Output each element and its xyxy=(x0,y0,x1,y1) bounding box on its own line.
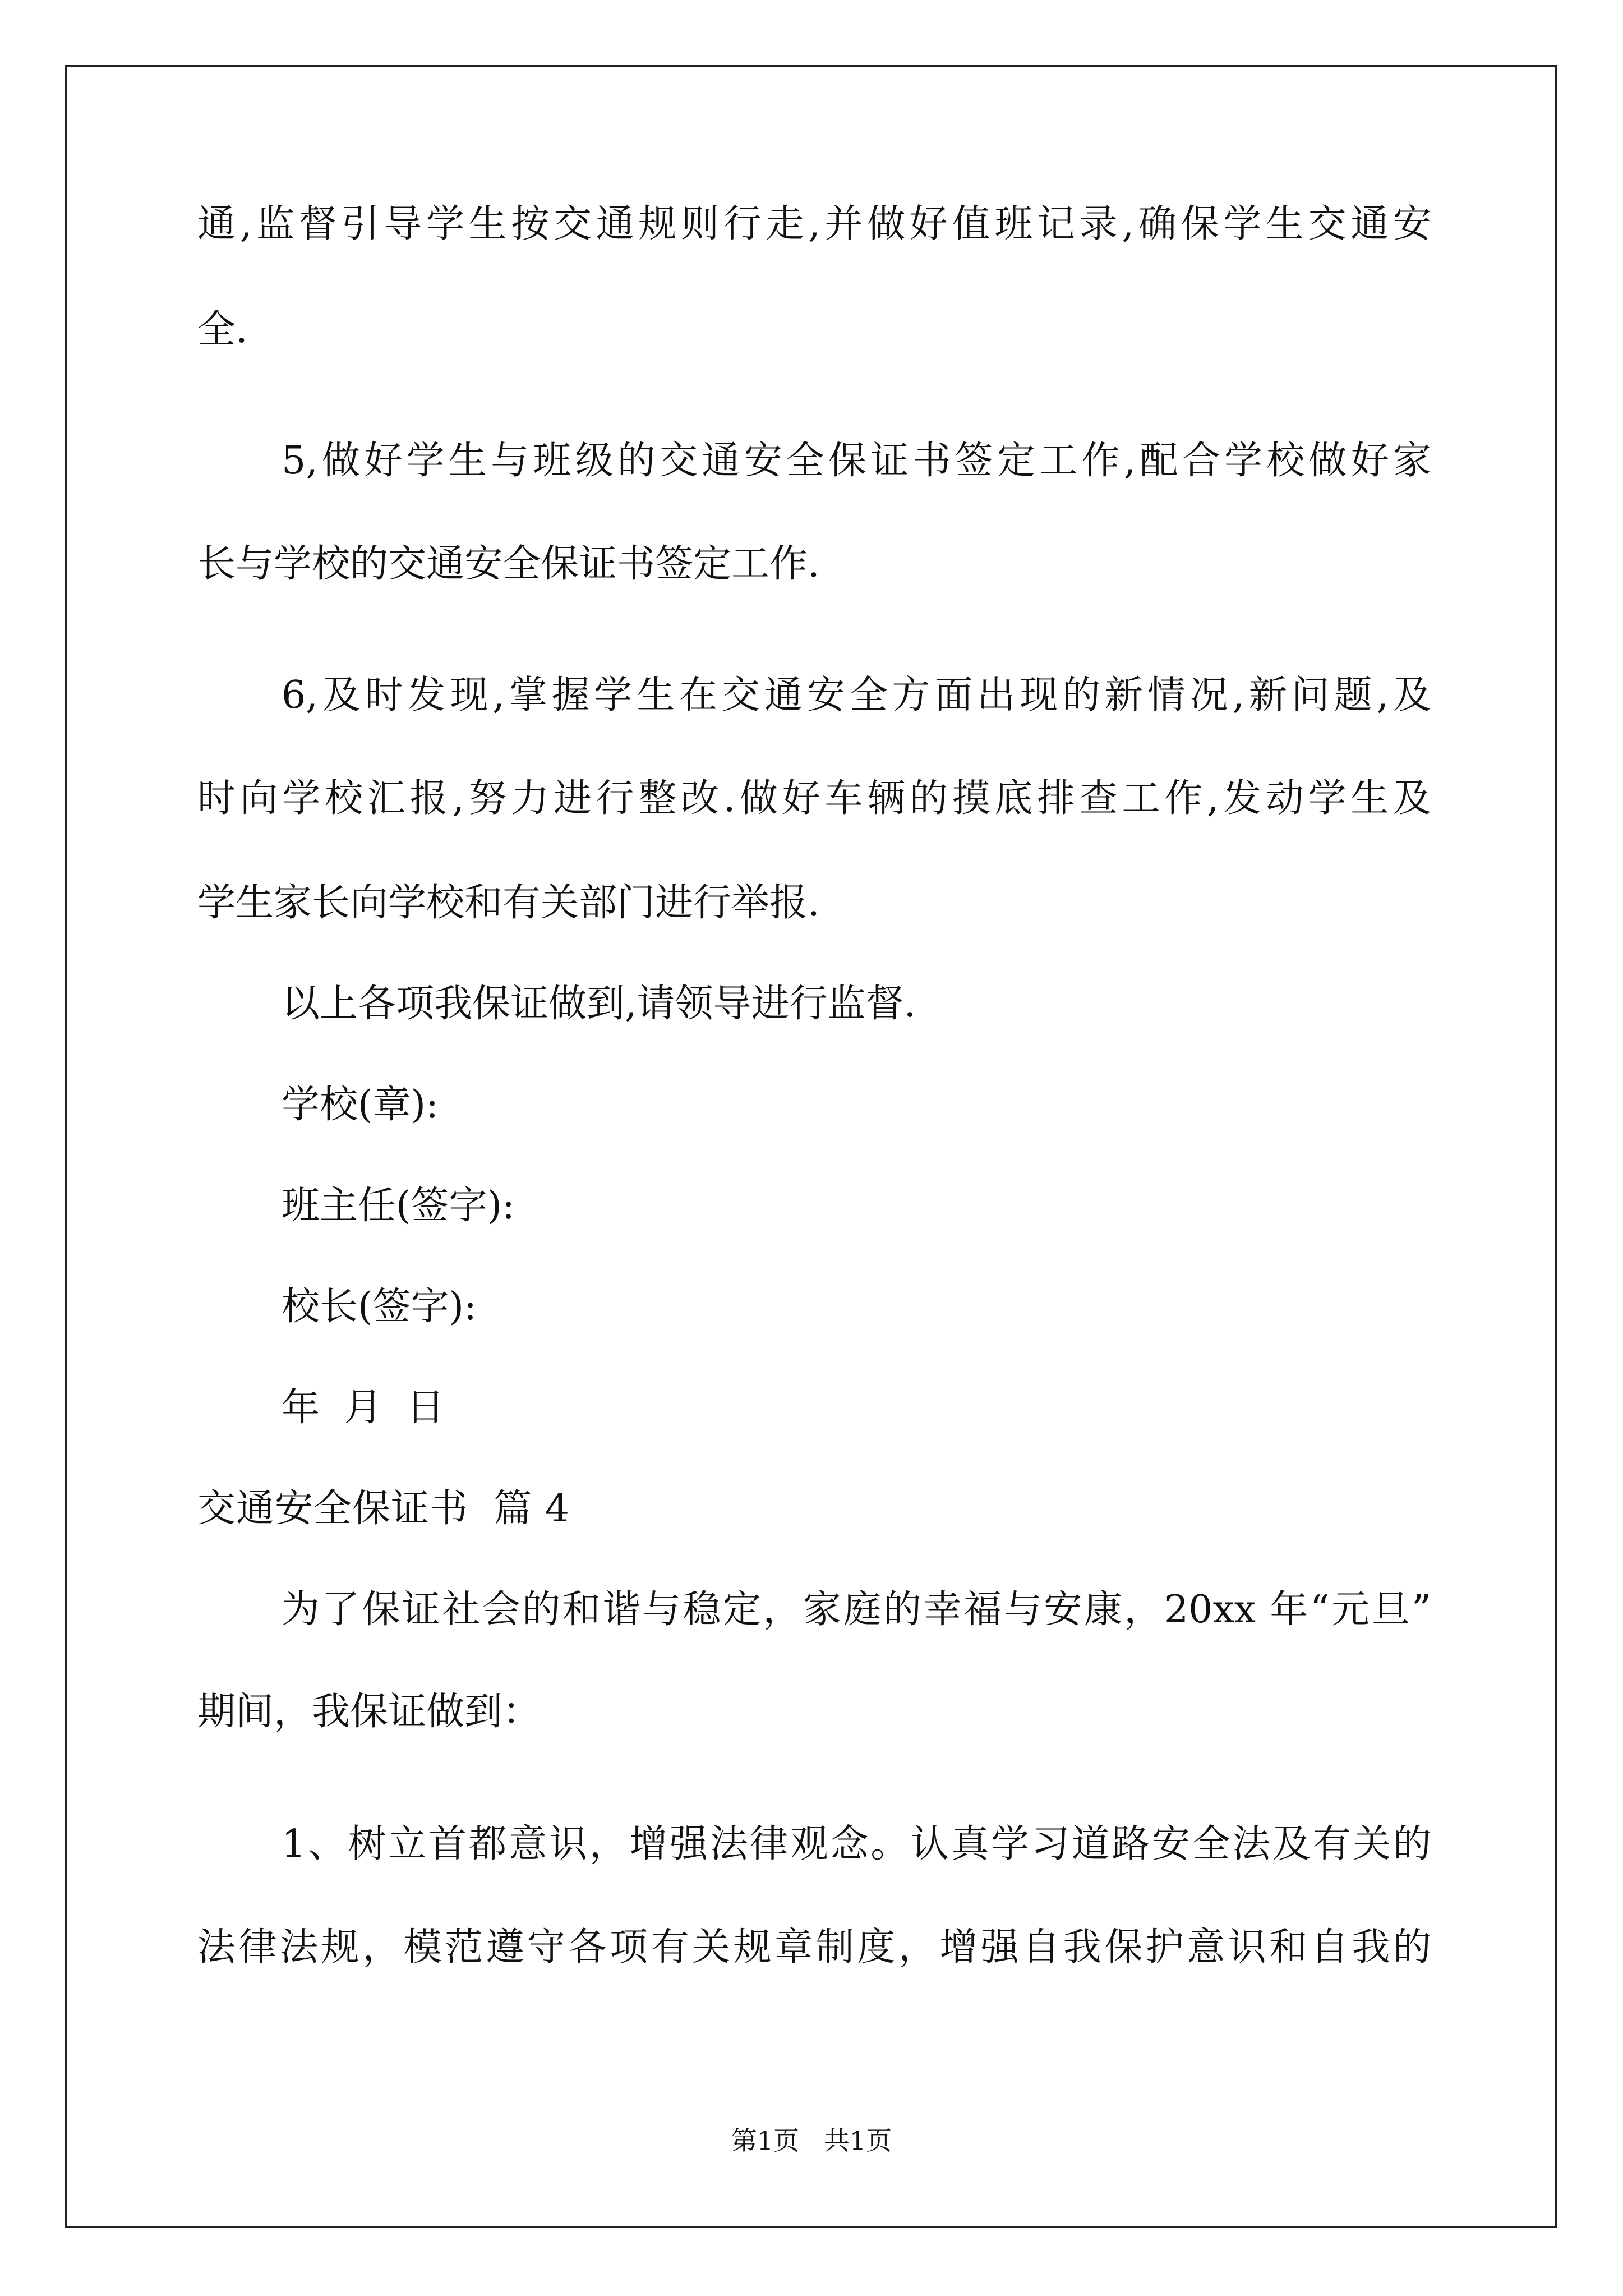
paragraph-line: 时向学校汇报,努力进行整改.做好车辆的摸底排查工作,发动学生及 xyxy=(197,776,1431,821)
head-teacher-signature-line: 班主任(签字): xyxy=(282,1184,515,1228)
page-footer: 第1页 共1页 xyxy=(731,2125,892,2156)
paragraph-line: 期间，我保证做到： xyxy=(197,1690,541,1734)
paragraph-line: 以上各项我保证做到,请领导进行监督. xyxy=(282,982,916,1026)
date-line: 年 月 日 xyxy=(282,1386,445,1430)
principal-signature-line: 校长(签字): xyxy=(282,1285,477,1329)
paragraph-line: 为了保证社会的和谐与稳定，家庭的幸福与安康，20xx 年“元旦” xyxy=(282,1588,1431,1632)
paragraph-line: 5,做好学生与班级的交通安全保证书签定工作,配合学校做好家 xyxy=(282,439,1431,483)
paragraph-line: 通,监督引导学生按交通规则行走,并做好值班记录,确保学生交通安 xyxy=(197,202,1431,246)
paragraph-line: 学生家长向学校和有关部门进行举报. xyxy=(197,881,820,925)
paragraph-line: 1、树立首都意识，增强法律观念。认真学习道路安全法及有关的 xyxy=(282,1822,1431,1866)
paragraph-line: 6,及时发现,掌握学生在交通安全方面出现的新情况,新问题,及 xyxy=(282,673,1431,717)
section-heading: 交通安全保证书 篇 4 xyxy=(197,1487,570,1531)
paragraph-line: 长与学校的交通安全保证书签定工作. xyxy=(197,542,820,586)
page-border xyxy=(65,65,1557,2228)
school-seal-line: 学校(章): xyxy=(282,1083,439,1127)
paragraph-line: 全. xyxy=(197,307,248,352)
paragraph-line: 法律法规，模范遵守各项有关规章制度，增强自我保护意识和自我的 xyxy=(197,1925,1431,1970)
